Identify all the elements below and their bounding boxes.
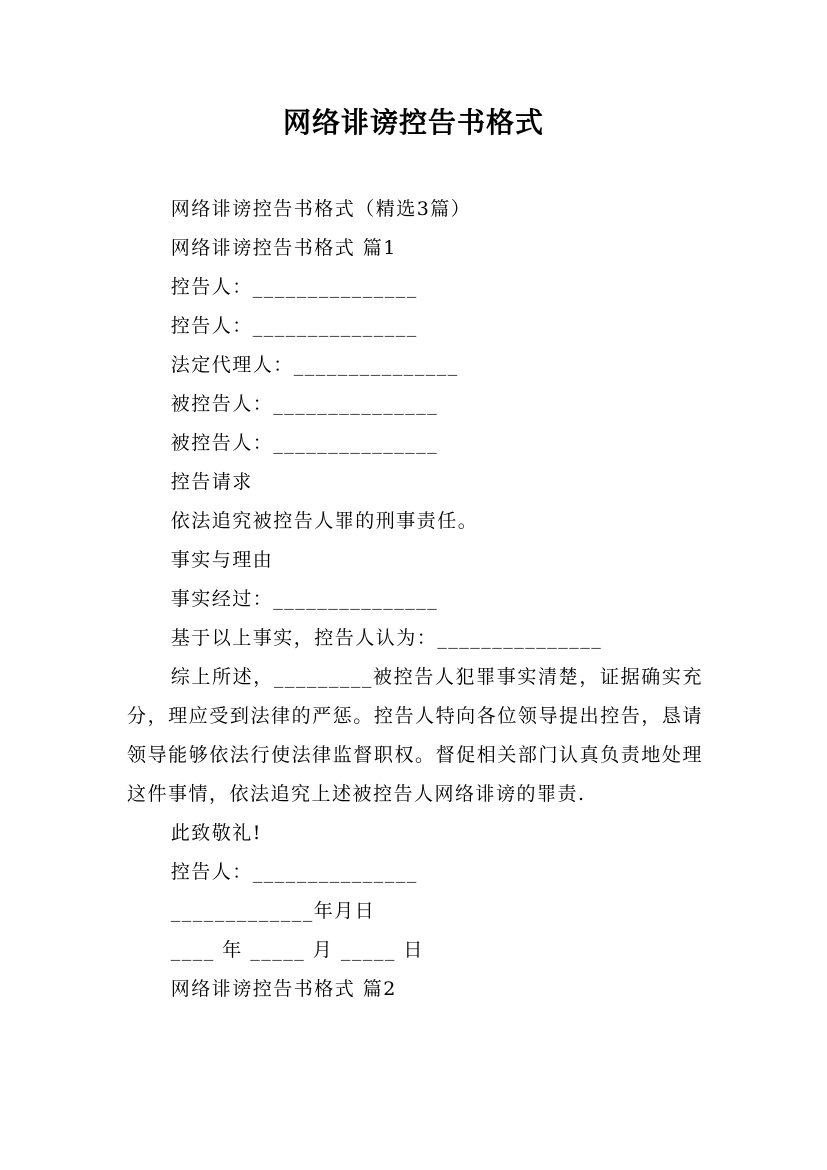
legal-representative-field: 法定代理人：_______________ xyxy=(170,354,459,376)
defendant-field: 被控告人：_______________ xyxy=(170,393,439,415)
facts-heading: 事实与理由 xyxy=(170,549,274,571)
complainant-field: 控告人：_______________ xyxy=(170,276,418,298)
salutation: 此致敬礼! xyxy=(170,822,262,844)
conclusion-field: 基于以上事实，控告人认为：_______________ xyxy=(170,627,603,649)
section-heading: 网络诽谤控告书格式 篇2 xyxy=(170,978,397,1000)
document-title: 网络诽谤控告书格式 xyxy=(282,106,544,139)
section-heading: 网络诽谤控告书格式 篇1 xyxy=(170,237,397,259)
document-body xyxy=(127,190,703,1009)
complainant-field: 控告人：_______________ xyxy=(170,315,418,337)
signature-field: 控告人：_______________ xyxy=(170,861,418,883)
request-text: 依法追究被控告人罪的刑事责任。 xyxy=(170,510,479,532)
facts-field: 事实经过：_______________ xyxy=(170,588,439,610)
date-blanks-line: ____ 年 _____ 月 _____ 日 xyxy=(170,939,424,961)
summary-paragraph: 综上所述，_________被控告人犯罪事实清楚，证据确实充分，理应受到法律的严惩。控告人特向各位领导提出控告，恳请领导能够依法行使法律监督职权。督促相关部门认真负责地处理这件事情，依法追究上述被控告人网络诽谤的罪责. xyxy=(127,666,703,805)
defendant-field: 被控告人：_______________ xyxy=(170,432,439,454)
intro-line: 网络诽谤控告书格式（精选3篇） xyxy=(170,198,472,220)
request-heading: 控告请求 xyxy=(170,471,253,493)
date-line: _____________年月日 xyxy=(170,900,376,922)
